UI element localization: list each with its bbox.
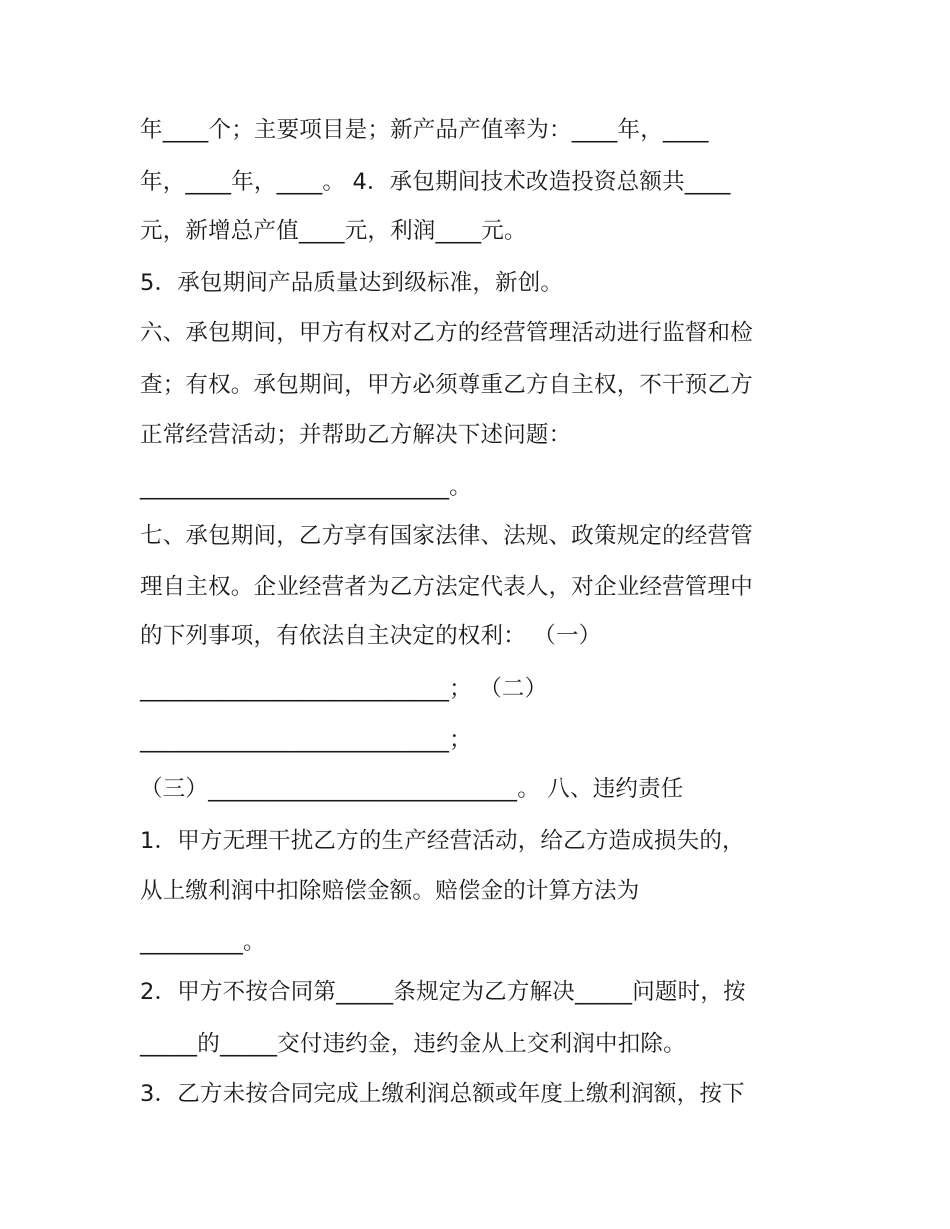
text-line: _________。 [140, 929, 266, 955]
text-line: 的下列事项，有依法自主决定的权利： （一） [140, 623, 602, 649]
text-line: 查；有权。承包期间，甲方必须尊重乙方自主权，不干预乙方 [140, 372, 753, 398]
text-line: 5．承包期间产品质量达到级标准，新创。 [140, 270, 564, 296]
text-line: 七、承包期间，乙方享有国家法律、法规、政策规定的经营管 [140, 523, 753, 549]
text-line: 理自主权。企业经营者为乙方法定代表人，对企业经营管理中 [140, 574, 753, 600]
text-line: ___________________________； [140, 727, 472, 753]
text-line: 1．甲方无理干扰乙方的生产经营活动，给乙方造成损失的， [140, 828, 745, 854]
text-line: 年，____年，____。 4．承包期间技术改造投资总额共____ [140, 169, 731, 195]
text-line: 正常经营活动；并帮助乙方解决下述问题： [140, 422, 572, 448]
text-line: （三）___________________________。 八、违约责任 [140, 776, 684, 802]
text-line: 六、承包期间，甲方有权对乙方的经营管理活动进行监督和检 [140, 320, 753, 346]
text-line: ___________________________。 [140, 474, 472, 500]
text-line: 3．乙方未按合同完成上缴利润总额或年度上缴利润额，按下 [140, 1081, 745, 1107]
text-line: 年____个；主要项目是；新产品产值率为：____年，____ [140, 117, 709, 143]
text-line: 2．甲方不按合同第_____条规定为乙方解决_____问题时，按 [140, 979, 746, 1005]
text-line: 元，新增总产值____元，利润____元。 [140, 218, 527, 244]
text-line: 从上缴利润中扣除赔偿金额。赔偿金的计算方法为 [140, 878, 640, 904]
text-line: _____的_____交付违约金，违约金从上交利润中扣除。 [140, 1031, 686, 1057]
text-line: ___________________________； （二） [140, 676, 548, 702]
